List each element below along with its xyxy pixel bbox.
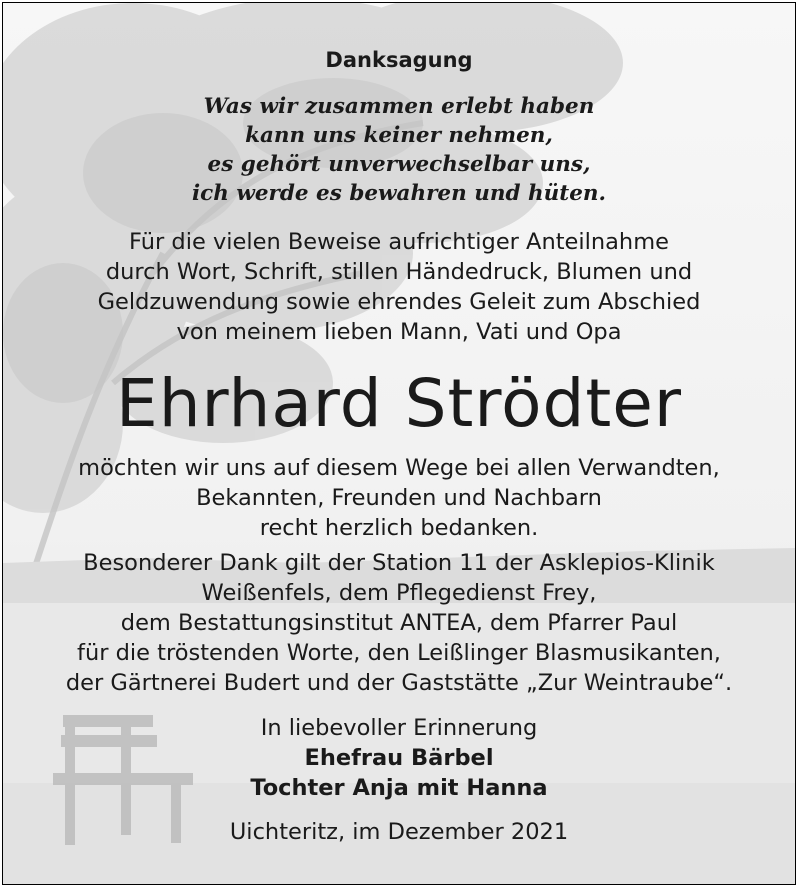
verse-line-1: Was wir zusammen erlebt haben	[203, 94, 595, 119]
memory-line: In liebevoller Erinnerung	[260, 715, 538, 741]
thanks-line-3: recht herzlich bedanken.	[259, 515, 539, 541]
special-thanks-line-3: dem Bestattungsinstitut ANTEA, dem Pfarrer Paul	[120, 610, 678, 636]
mourner-2: Tochter Anja mit Hanna	[250, 775, 548, 801]
place-date: Uichteritz, im Dezember 2021	[229, 819, 569, 845]
special-thanks-line-1: Besonderer Dank gilt der Station 11 der Asklepios-Klinik	[83, 550, 715, 576]
intro-line-3: Geldzuwendung sowie ehrendes Geleit zum Abschied	[97, 289, 701, 315]
deceased-name: Ehrhard Strödter	[116, 365, 682, 442]
verse-line-2: kann uns keiner nehmen,	[245, 123, 553, 148]
verse-line-4: ich werde es bewahren und hüten.	[191, 181, 607, 206]
mourner-1: Ehefrau Bärbel	[304, 745, 494, 771]
thanks-line-1: möchten wir uns auf diesem Wege bei allen Verwandten,	[78, 455, 720, 481]
intro-line-4: von meinem lieben Mann, Vati und Opa	[176, 319, 622, 345]
special-thanks-line-5: der Gärtnerei Budert und der Gaststätte „Zur Weintraube“.	[65, 670, 733, 696]
special-thanks-line-4: für die tröstenden Worte, den Leißlinger Blasmusikanten,	[77, 640, 721, 666]
verse-line-3: es gehört unverwechselbar uns,	[207, 152, 591, 177]
intro-line-2: durch Wort, Schrift, stillen Händedruck, Blumen und	[105, 259, 693, 285]
heading: Danksagung	[325, 48, 473, 72]
special-thanks-line-2: Weißenfels, dem Pflegedienst Frey,	[201, 580, 597, 606]
obituary-notice	[2, 2, 796, 885]
intro-line-1: Für die vielen Beweise aufrichtiger Anteilnahme	[129, 229, 669, 255]
thanks-line-2: Bekannten, Freunden und Nachbarn	[196, 485, 602, 511]
